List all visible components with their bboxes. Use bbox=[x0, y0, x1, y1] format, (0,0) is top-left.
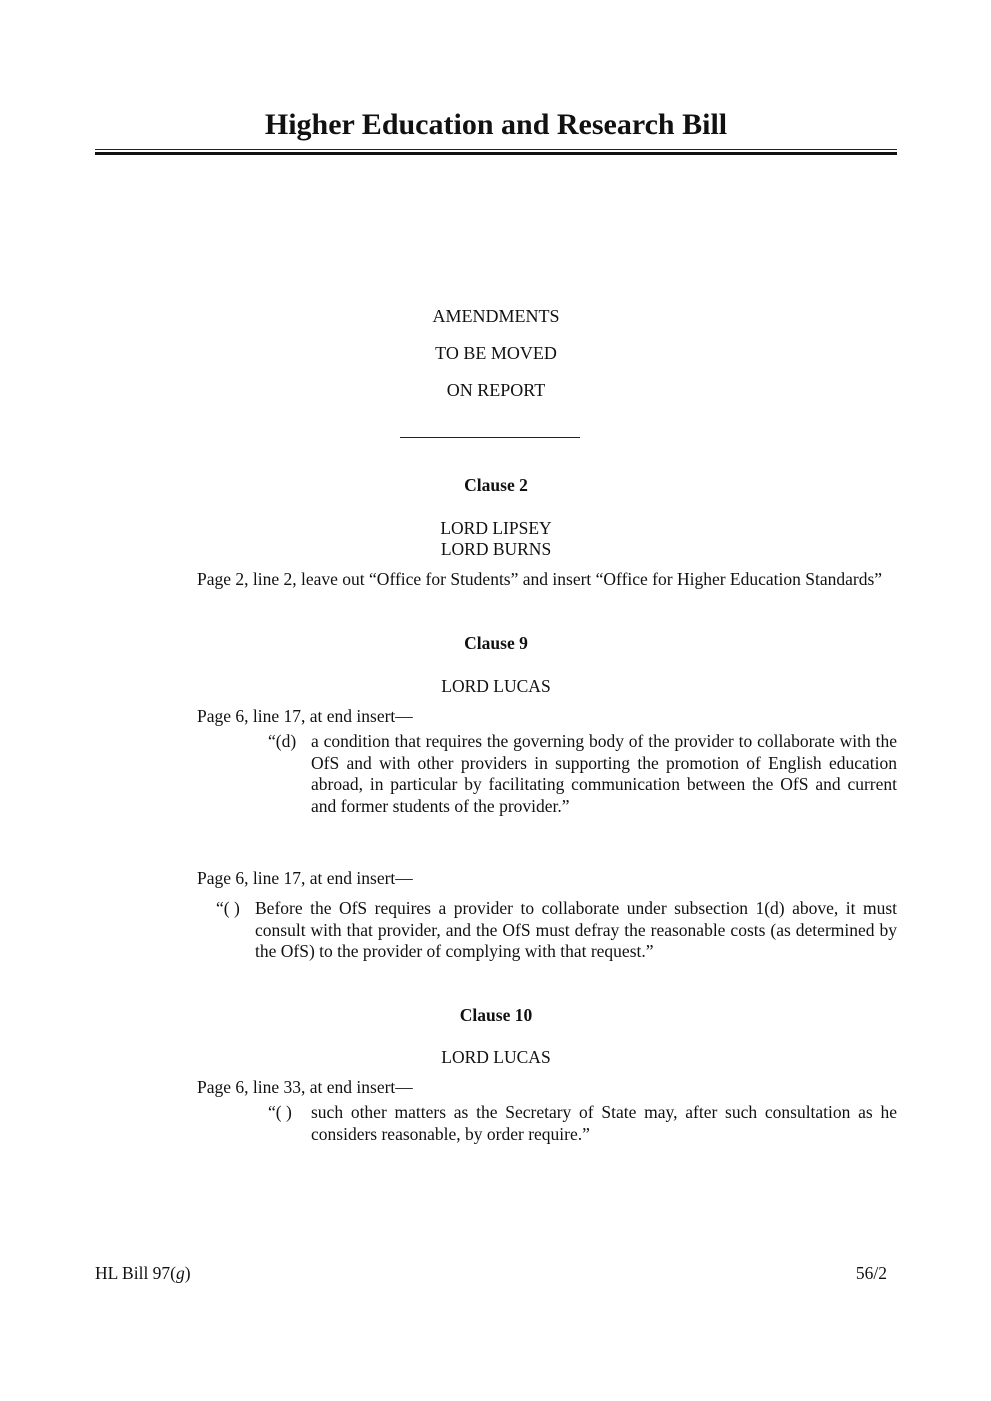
inserted-paragraph bbox=[268, 731, 897, 817]
paragraph-label: “( ) bbox=[216, 898, 240, 918]
intro-line-1: AMENDMENTS bbox=[432, 306, 560, 326]
bill-reference bbox=[95, 1263, 191, 1284]
member-name: LORD LUCAS bbox=[441, 1047, 551, 1067]
amendment-text: Page 2, line 2, leave out “Office for Students” and insert “Office for Higher Education Standards” bbox=[197, 569, 883, 589]
member-name: LORD LUCAS bbox=[441, 676, 551, 696]
clause-heading: Clause 9 bbox=[464, 633, 528, 653]
divider bbox=[400, 437, 580, 438]
paragraph-body: Before the OfS requires a provider to collaborate under subsection 1(d) above, it must consult with that provider, and the OfS must defray the reasonable costs (as determined by the OfS) to the provider of complying with that request.” bbox=[255, 898, 897, 961]
intro-line-2: TO BE MOVED bbox=[435, 343, 557, 363]
bill-ref-prefix: HL Bill 97( bbox=[95, 1263, 177, 1283]
paragraph-body: such other matters as the Secretary of State may, after such consultation as he considers reasonable, by order require.” bbox=[311, 1102, 897, 1144]
amendment-text: Page 6, line 33, at end insert— bbox=[197, 1077, 413, 1097]
paragraph-label: “( ) bbox=[268, 1102, 292, 1122]
inserted-paragraph bbox=[216, 898, 897, 963]
paragraph-label: “(d) bbox=[268, 731, 297, 751]
title-rule-thick bbox=[95, 152, 897, 155]
bill-ref-close: ) bbox=[184, 1263, 191, 1283]
bill-ref-suffix: g bbox=[176, 1263, 185, 1283]
amendment-text: Page 6, line 17, at end insert— bbox=[197, 868, 413, 888]
clause-heading: Clause 10 bbox=[459, 1005, 533, 1025]
paragraph-body: a condition that requires the governing body of the provider to collaborate with the OfS and with other providers in supporting the promotion of English education abroad, in particular by facilitating communication between the OfS and current and former students of the provider.” bbox=[311, 731, 897, 816]
member-name: LORD BURNS bbox=[440, 539, 552, 559]
inserted-paragraph bbox=[268, 1102, 897, 1145]
document-title: Higher Education and Research Bill bbox=[264, 108, 728, 141]
amendment-text: Page 6, line 17, at end insert— bbox=[197, 706, 413, 726]
title-rule-thin bbox=[95, 149, 897, 150]
intro-line-3: ON REPORT bbox=[446, 380, 546, 400]
page-number: 56/2 bbox=[855, 1263, 887, 1283]
clause-heading: Clause 2 bbox=[464, 475, 528, 495]
member-name: LORD LIPSEY bbox=[440, 518, 552, 538]
